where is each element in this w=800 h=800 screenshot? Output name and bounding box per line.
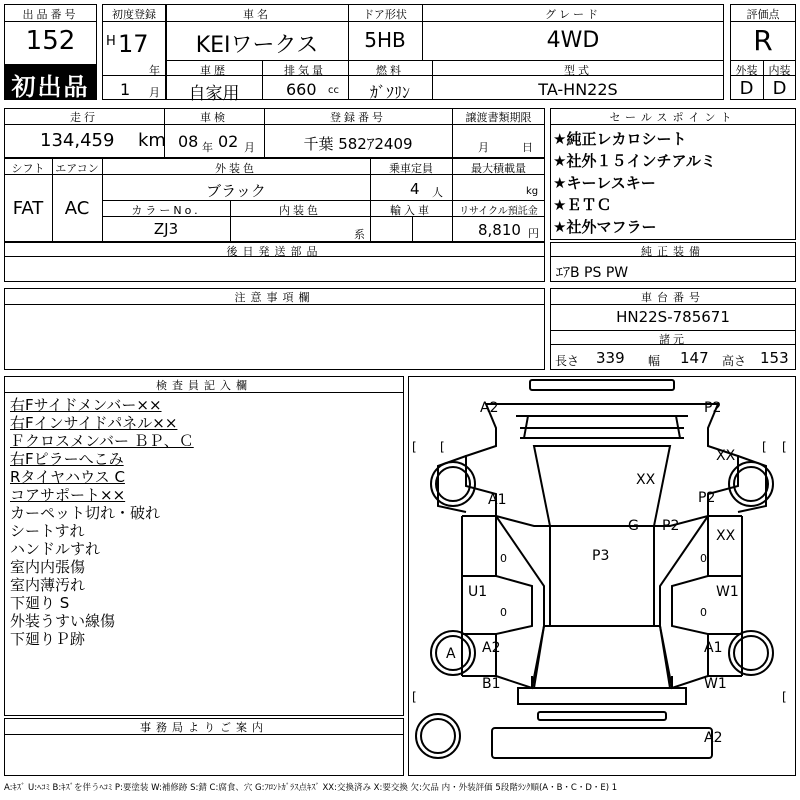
score-label: 評価点 [746, 8, 780, 21]
length: 339 [596, 349, 625, 367]
fuel: ｶﾞｿﾘﾝ [369, 83, 410, 102]
displacement-unit: cc [328, 85, 339, 96]
mark-a2-left: A2 [482, 640, 501, 656]
shift-label: シフト [11, 162, 45, 175]
door-type: 5HB [364, 28, 406, 52]
sales-point: ★ＥＴＣ [553, 196, 612, 214]
mark-xx-center: XX [636, 472, 656, 488]
chassis-label: 車台番号 [641, 291, 705, 304]
mark-xx-right2: XX [716, 528, 736, 544]
zero-mark: 0 [700, 552, 707, 565]
grade-label: グレード [545, 8, 601, 21]
reg-month-unit: 月 [149, 86, 160, 99]
mark-b1: B1 [482, 676, 501, 692]
sales-point: ★純正レカロシート [553, 130, 687, 148]
later-parts-label: 後日発送部品 [226, 245, 323, 258]
ac: AC [64, 198, 90, 219]
first-reg-label: 初度登録 [112, 8, 156, 21]
ac-label: エアコン [55, 162, 99, 175]
mark-a1-left: A1 [488, 492, 507, 508]
lot-number-label: 出品番号 [22, 8, 79, 21]
inspector-note [10, 504, 194, 522]
model-code: TA-HN22S [538, 80, 618, 99]
mileage-label: 走行 [70, 111, 98, 124]
inspector-label: 検査員記入欄 [156, 379, 252, 392]
inspector-note [10, 414, 194, 432]
sales-point: ★社外マフラー [553, 218, 657, 236]
recycle-unit: 円 [528, 227, 539, 240]
length-label: 長さ [555, 354, 580, 368]
plate-number: 千葉 582ｱ2409 [303, 135, 413, 153]
inspector-note-text: 右Fインサイドパネル×× [10, 414, 178, 432]
inspector-note [10, 558, 194, 576]
mark-a2-top: A2 [480, 400, 499, 416]
displacement-label: 排気量 [284, 64, 326, 77]
zero-mark: 0 [700, 606, 707, 619]
mileage: 134,459 [40, 130, 115, 151]
dims-label: 諸元 [659, 333, 687, 346]
score: R [753, 24, 773, 57]
import-label: 輸入車 [390, 204, 432, 217]
inspector-note [10, 486, 194, 504]
mileage-unit: km [138, 130, 166, 151]
fuel-label: 燃料 [376, 64, 404, 77]
int-color-label: 内装色 [279, 204, 321, 217]
car-name-label: 車名 [243, 8, 271, 21]
inspector-note-text: ハンドルすれ [10, 540, 101, 558]
door-label: ドア形状 [363, 8, 407, 21]
bracket-mark: [ [412, 690, 417, 704]
notes-label: 注意事項欄 [234, 291, 315, 304]
inspector-note [10, 576, 194, 594]
int-color-unit: 系 [354, 228, 365, 241]
inspector-note-text: コアサポート×× [10, 486, 126, 504]
inspector-list [10, 396, 194, 648]
reg-month: 1 [120, 80, 131, 99]
chassis-number: HN22S-785671 [616, 308, 730, 326]
history: 自家用 [188, 84, 240, 104]
bracket-mark: [ [762, 440, 767, 454]
history-label: 車歴 [200, 64, 228, 77]
office-notes-label: 事務局よりご案内 [140, 721, 268, 734]
inspector-note-text: カーペット切れ・破れ [10, 504, 161, 522]
inspector-note [10, 540, 194, 558]
factory-equipment: ｴｱB PS PW [556, 265, 629, 281]
inspector-note-text: 室内薄汚れ [10, 576, 86, 594]
recycle-fee: 8,810 [478, 221, 521, 239]
inspector-note-text: 右Fサイドメンバー×× [10, 396, 162, 414]
height: 153 [760, 349, 789, 367]
mark-w1-lower: W1 [704, 676, 727, 692]
inspector-note-text: シートすれ [10, 522, 85, 540]
reg-year: 17 [118, 30, 149, 58]
plate-label: 登録番号 [330, 111, 386, 124]
mark-g: G [628, 518, 639, 534]
sales-point: ★社外１５インチアルミ [553, 152, 716, 170]
sales-points-label: セールスポイント [609, 111, 737, 124]
bracket-mark: [ [782, 690, 787, 704]
mark-p3: P3 [592, 548, 610, 564]
transfer-day-unit: 日 [522, 141, 533, 154]
sales-points-list [553, 128, 716, 238]
width-label: 幅 [648, 354, 661, 368]
capacity-unit: 人 [432, 186, 443, 199]
inspector-note [10, 432, 194, 450]
inspection-month: 02 [218, 132, 239, 151]
car-diagram [408, 376, 796, 776]
ext-color-label: 外装色 [215, 162, 257, 175]
exterior-label: 外装 [735, 64, 758, 77]
mark-a2-bottom: A2 [704, 730, 723, 746]
interior-label: 内装 [768, 64, 791, 77]
sales-point: ★キーレスキー [553, 174, 656, 192]
displacement: 660 [286, 80, 317, 99]
inspection-year-unit: 年 [202, 141, 213, 154]
inspector-note [10, 396, 194, 414]
mark-p2-right: P2 [698, 490, 716, 506]
transfer-month-unit: 月 [478, 141, 489, 154]
mark-a1-right: A1 [704, 640, 723, 656]
max-load-unit: kg [526, 186, 539, 197]
inspector-note [10, 612, 194, 630]
factory-equipment-label: 純正装備 [641, 245, 705, 258]
width: 147 [680, 349, 709, 367]
mark-u1: U1 [468, 584, 488, 600]
mark-p2-center: P2 [662, 518, 680, 534]
inspector-note-text: 下廻りＰ跡 [10, 630, 86, 648]
bracket-mark: [ [782, 440, 787, 454]
reg-year-unit: 年 [149, 64, 160, 77]
shift: FAT [12, 198, 44, 219]
mark-p2-top: P2 [704, 400, 722, 416]
zero-mark: 0 [500, 606, 507, 619]
capacity: 4 [410, 180, 420, 198]
height-label: 高さ [722, 354, 747, 368]
interior-grade: D [772, 78, 787, 99]
first-listing-label: 初出品 [11, 73, 90, 101]
exterior-grade: D [739, 78, 754, 99]
inspector-note [10, 450, 194, 468]
inspector-note [10, 522, 194, 540]
capacity-label: 乗車定員 [389, 162, 433, 175]
zero-mark: 0 [500, 552, 507, 565]
era-letter: H [106, 34, 116, 49]
recycle-label: リサイクル預託金 [459, 206, 538, 217]
inspector-note [10, 468, 194, 486]
car-name: KEIワークス [195, 33, 319, 58]
inspector-note-text: 下廻り S [10, 594, 70, 612]
bracket-mark: [ [412, 440, 417, 454]
color-no: ZJ3 [153, 220, 179, 238]
inspector-note [10, 594, 194, 612]
inspection-label: 車検 [200, 111, 228, 124]
model-code-label: 型式 [564, 64, 592, 77]
inspection-year: 08 [178, 132, 199, 151]
mark-w1-right: W1 [716, 584, 739, 600]
legend: A:ｷｽﾞ U:ﾍｺﾐ B:ｷｽﾞを伴うﾍｺﾐ P:要塗装 W:補修跡 S:錆 C:腐食、穴 G:ﾌﾛﾝﾄｶﾞﾗｽ点ｷｽﾞ XX:交換済み X:要交換 欠:欠品 内・外装評価 5段階ﾗﾝｸ順(A・B・C・D・E) 1 [4, 783, 618, 793]
inspector-note-text: 室内内張傷 [10, 558, 86, 576]
inspector-note-text: Rタイヤハウス C [10, 468, 125, 486]
mark-xx-right: XX [716, 448, 736, 464]
transfer-deadline-label: 譲渡書類期限 [465, 111, 532, 124]
lot-number: 152 [25, 26, 76, 56]
inspector-note-text: Ｆクロスメンバー ＢＰ、Ｃ [10, 432, 194, 450]
max-load-label: 最大積載量 [471, 162, 526, 175]
inspector-note [10, 630, 194, 648]
inspector-note-text: 右Fピラーへこみ [10, 450, 124, 468]
color-no-label: カラーNo. [131, 204, 201, 217]
mark-a-wheel: A [446, 646, 456, 662]
inspector-note-text: 外装うすい線傷 [10, 612, 116, 630]
inspection-month-unit: 月 [244, 141, 255, 154]
grade: 4WD [546, 28, 600, 53]
ext-color: ブラック [206, 182, 266, 200]
bracket-mark: [ [440, 440, 445, 454]
